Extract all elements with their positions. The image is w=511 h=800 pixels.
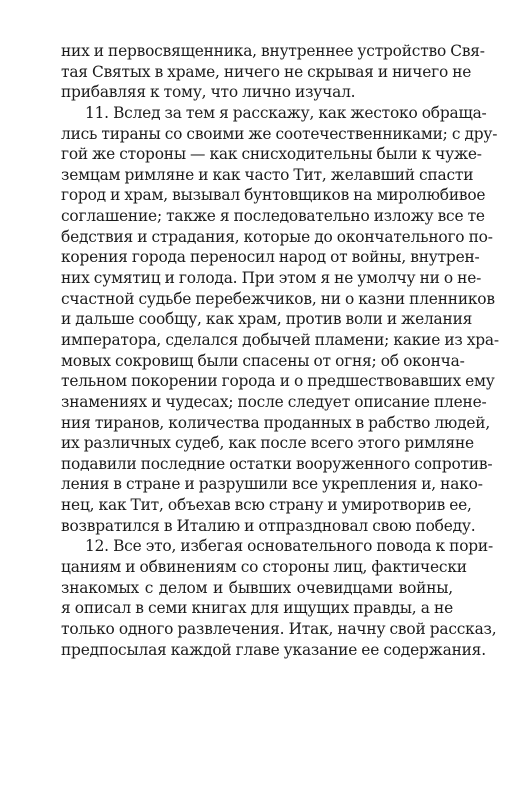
text-line: корения города переносил народ от войны, внутрен- [61, 248, 480, 267]
text-line: ления в стране и разрушили все укрепления и, нако- [61, 475, 483, 494]
text-line: я описал в семи книгах для ищущих правды, а не [61, 599, 453, 618]
paragraph-12 [61, 536, 497, 660]
text-line: возвратился в Италию и отпраздновал свою победу. [61, 516, 476, 535]
text-line: ния тиранов, количества проданных в рабство людей, [61, 413, 491, 432]
text-line: их различных судеб, как после всего этого римляне [61, 434, 474, 453]
text-line: цаниям и обвинениям со стороны лиц, фактически [61, 558, 467, 577]
text-line: и дальше сообщу, как храм, против воли и желания [61, 310, 473, 329]
text-line: бедствия и страдания, которые до окончательного по- [61, 227, 493, 246]
paragraph-continuation [61, 41, 485, 103]
text-line: земцам римляне и как часто Тит, желавший спасти [61, 165, 474, 184]
text-line: нец, как Тит, объехав всю страну и умиротворив ее, [61, 496, 472, 515]
text-line: знакомых с делом и бывших очевидцами войны, [61, 578, 453, 597]
text-line: тая Святых в храме, ничего не скрывая и ничего не [61, 62, 472, 81]
text-line: соглашение; также я последовательно изложу все те [61, 207, 485, 226]
text-line: мовых сокровищ были спасены от огня; об оконча- [61, 351, 465, 370]
text-line: 11. Вслед за тем я расскажу, как жестоко обраща- [85, 103, 487, 122]
text-line: гой же стороны — как снисходительны были к чуже- [61, 145, 482, 164]
body-text [61, 41, 499, 660]
text-line: предпосылая каждой главе указание ее содержания. [61, 640, 486, 659]
text-line: город и храм, вызывал бунтовщиков на миролюбивое [61, 186, 486, 205]
text-line: них и первосвященника, внутреннее устройство Свя- [61, 42, 485, 60]
text-line: тельном покорении города и о предшествовавших ему [61, 372, 495, 391]
text-line: императора, сделался добычей пламени; какие из хра- [61, 330, 499, 349]
text-line: них сумятиц и голода. При этом я не умолчу ни о не- [61, 269, 482, 288]
text-line: лись тираны со своими же соотечественниками; с дру- [61, 124, 498, 143]
text-line: прибавляя к тому, что лично изучал. [61, 83, 356, 102]
text-line: подавили последние остатки вооруженного сопротив- [61, 454, 493, 473]
text-line: 12. Все это, избегая основательного повода к пори- [85, 537, 493, 556]
paragraph-11 [61, 103, 499, 536]
text-line: счастной судьбе перебежчиков, ни о казни пленников [61, 289, 495, 308]
text-line: только одного развлечения. Итак, начну свой рассказ, [61, 619, 497, 638]
text-line: знамениях и чудесах; после следует описание плене- [61, 392, 487, 411]
